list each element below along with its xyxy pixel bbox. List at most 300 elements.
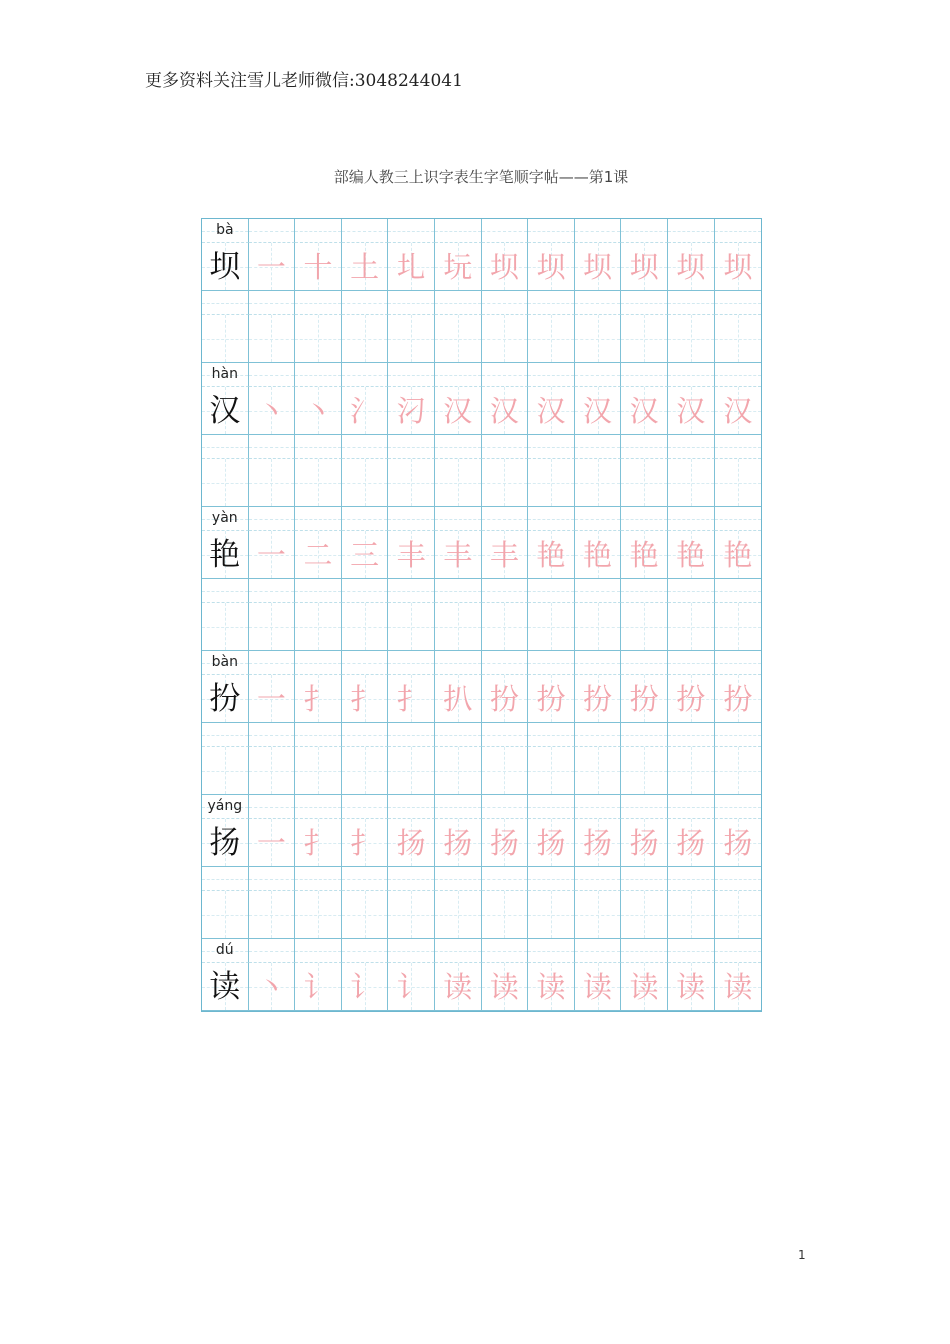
- tian-ge-cell: [249, 531, 296, 579]
- tian-ge-cell: [668, 531, 715, 579]
- practice-pinyin-cell: [388, 723, 435, 747]
- practice-cell[interactable]: [295, 891, 342, 939]
- practice-cell[interactable]: [202, 747, 249, 795]
- practice-cell[interactable]: [668, 747, 715, 795]
- practice-pinyin-cell: [202, 435, 249, 459]
- tian-ge-cell: [668, 963, 715, 1011]
- practice-pinyin-cell: [295, 723, 342, 747]
- stroke-step: 扮: [676, 682, 706, 716]
- model-character: 扮: [209, 681, 241, 717]
- pinyin-cell: [295, 939, 342, 963]
- pinyin-cell: [249, 363, 296, 387]
- practice-cell[interactable]: [435, 459, 482, 507]
- tian-ge-cell: [202, 531, 249, 579]
- practice-pinyin-cell: [388, 579, 435, 603]
- pinyin-cell: [668, 219, 715, 243]
- tian-ge-cell: [295, 675, 342, 723]
- stroke-step: 艳: [723, 538, 753, 572]
- pinyin-cell: [295, 507, 342, 531]
- stroke-step: 扮: [536, 682, 566, 716]
- practice-cell[interactable]: [482, 747, 529, 795]
- stroke-step: 读: [723, 970, 753, 1004]
- tian-ge-cell: [202, 819, 249, 867]
- pinyin-cell: [575, 651, 622, 675]
- practice-pinyin-cell: [668, 435, 715, 459]
- practice-pinyin-cell: [295, 435, 342, 459]
- tian-ge-cell: [715, 531, 762, 579]
- practice-pinyin-cell: [715, 723, 762, 747]
- practice-cell[interactable]: [342, 891, 389, 939]
- pinyin-cell: [621, 651, 668, 675]
- stroke-step: 丶: [256, 970, 286, 1004]
- practice-pinyin-cell: [528, 579, 575, 603]
- pinyin-cell: [668, 363, 715, 387]
- tian-ge-cell: [528, 387, 575, 435]
- pinyin-cell: [295, 651, 342, 675]
- tian-ge-cell: [575, 963, 622, 1011]
- stroke-step: 坝: [629, 250, 659, 284]
- stroke-step: 扌: [396, 682, 426, 716]
- practice-pinyin-cell: [715, 867, 762, 891]
- stroke-step: 扮: [489, 682, 519, 716]
- practice-cell[interactable]: [249, 459, 296, 507]
- pinyin-cell: [249, 651, 296, 675]
- practice-cell[interactable]: [388, 315, 435, 363]
- pinyin-cell: [202, 939, 249, 963]
- practice-pinyin-cell: [668, 579, 715, 603]
- practice-cell[interactable]: [621, 315, 668, 363]
- stroke-step: 扌: [303, 682, 333, 716]
- tian-ge-cell: [388, 819, 435, 867]
- practice-cell[interactable]: [528, 891, 575, 939]
- stroke-step: 三: [350, 538, 380, 572]
- stroke-step: 汉: [676, 394, 706, 428]
- tian-ge-cell: [715, 963, 762, 1011]
- stroke-step: 坝: [676, 250, 706, 284]
- practice-cell[interactable]: [202, 459, 249, 507]
- stroke-step: 丰: [443, 538, 473, 572]
- practice-cell[interactable]: [295, 603, 342, 651]
- pinyin-label: bàn: [211, 654, 238, 670]
- stroke-step: 丶: [256, 394, 286, 428]
- practice-pinyin-cell: [295, 291, 342, 315]
- pinyin-cell: [202, 651, 249, 675]
- practice-row: [202, 891, 761, 939]
- pinyin-cell: [342, 939, 389, 963]
- practice-cell[interactable]: [435, 315, 482, 363]
- pinyin-cell: [668, 939, 715, 963]
- pinyin-row: [202, 939, 761, 963]
- stroke-step: 坃: [443, 250, 473, 284]
- pinyin-cell: [249, 795, 296, 819]
- practice-pinyin-cell: [202, 723, 249, 747]
- tian-ge-cell: [342, 243, 389, 291]
- practice-cell[interactable]: [202, 603, 249, 651]
- practice-cell[interactable]: [482, 891, 529, 939]
- practice-pinyin-cell: [482, 723, 529, 747]
- pinyin-cell: [435, 795, 482, 819]
- tian-ge-cell: [295, 531, 342, 579]
- practice-cell[interactable]: [575, 315, 622, 363]
- tian-ge-cell: [295, 243, 342, 291]
- tian-ge-cell: [435, 387, 482, 435]
- character-block: [202, 795, 761, 939]
- practice-pinyin-cell: [575, 291, 622, 315]
- stroke-step: 坝: [583, 250, 613, 284]
- tian-ge-cell: [202, 243, 249, 291]
- practice-pinyin-row: [202, 579, 761, 603]
- model-character: 扬: [209, 825, 241, 861]
- practice-pinyin-cell: [295, 579, 342, 603]
- tian-ge-cell: [342, 531, 389, 579]
- practice-pinyin-cell: [435, 435, 482, 459]
- stroke-step: 扮: [583, 682, 613, 716]
- tian-ge-cell: [575, 387, 622, 435]
- pinyin-cell: [668, 795, 715, 819]
- practice-cell[interactable]: [528, 459, 575, 507]
- practice-cell[interactable]: [295, 459, 342, 507]
- stroke-step: 土: [350, 250, 380, 284]
- practice-cell[interactable]: [715, 459, 762, 507]
- practice-pinyin-cell: [249, 291, 296, 315]
- practice-pinyin-cell: [715, 579, 762, 603]
- stroke-step: 艳: [629, 538, 659, 572]
- tian-ge-cell: [249, 963, 296, 1011]
- pinyin-cell: [528, 939, 575, 963]
- pinyin-cell: [295, 219, 342, 243]
- tian-ge-cell: [249, 675, 296, 723]
- stroke-step: 读: [489, 970, 519, 1004]
- tian-ge-cell: [668, 675, 715, 723]
- practice-pinyin-cell: [342, 435, 389, 459]
- stroke-step: 坝: [536, 250, 566, 284]
- practice-pinyin-cell: [668, 291, 715, 315]
- practice-pinyin-cell: [621, 579, 668, 603]
- tian-ge-cell: [435, 963, 482, 1011]
- pinyin-cell: [435, 507, 482, 531]
- pinyin-cell: [388, 507, 435, 531]
- practice-cell[interactable]: [575, 459, 622, 507]
- pinyin-row: [202, 795, 761, 819]
- pinyin-cell: [482, 219, 529, 243]
- tian-ge-cell: [621, 243, 668, 291]
- practice-cell[interactable]: [342, 747, 389, 795]
- practice-cell[interactable]: [528, 747, 575, 795]
- practice-pinyin-cell: [715, 291, 762, 315]
- tian-ge-cell: [482, 819, 529, 867]
- pinyin-cell: [202, 795, 249, 819]
- stroke-step: 读: [536, 970, 566, 1004]
- stroke-step: 扬: [489, 826, 519, 860]
- practice-cell[interactable]: [249, 891, 296, 939]
- pinyin-label: dú: [215, 942, 234, 958]
- practice-cell[interactable]: [249, 747, 296, 795]
- practice-pinyin-row: [202, 723, 761, 747]
- stroke-step: 扬: [536, 826, 566, 860]
- tian-ge-cell: [528, 675, 575, 723]
- practice-cell[interactable]: [668, 603, 715, 651]
- practice-pinyin-cell: [249, 579, 296, 603]
- practice-cell[interactable]: [388, 747, 435, 795]
- character-block: [202, 939, 761, 1011]
- tian-ge-cell: [388, 243, 435, 291]
- tian-ge-cell: [295, 387, 342, 435]
- stroke-step: 一: [256, 826, 286, 860]
- header-note: 更多资料关注雪儿老师微信:3048244041: [145, 71, 463, 91]
- tian-ge-cell: [528, 819, 575, 867]
- tian-ge-cell: [342, 819, 389, 867]
- pinyin-cell: [575, 363, 622, 387]
- stroke-row: [202, 387, 761, 435]
- page-number: 1: [798, 1248, 806, 1262]
- practice-pinyin-cell: [202, 291, 249, 315]
- stroke-row: [202, 243, 761, 291]
- pinyin-cell: [575, 219, 622, 243]
- practice-cell[interactable]: [715, 891, 762, 939]
- pinyin-cell: [249, 219, 296, 243]
- practice-cell[interactable]: [621, 747, 668, 795]
- practice-pinyin-cell: [342, 291, 389, 315]
- tian-ge-cell: [435, 819, 482, 867]
- stroke-step: 扮: [629, 682, 659, 716]
- tian-ge-cell: [388, 387, 435, 435]
- tian-ge-cell: [621, 531, 668, 579]
- pinyin-cell: [342, 651, 389, 675]
- character-block: [202, 651, 761, 795]
- pinyin-cell: [715, 219, 762, 243]
- pinyin-row: [202, 507, 761, 531]
- pinyin-cell: [482, 651, 529, 675]
- practice-pinyin-cell: [482, 291, 529, 315]
- tian-ge-cell: [621, 387, 668, 435]
- practice-cell[interactable]: [202, 891, 249, 939]
- practice-cell[interactable]: [621, 891, 668, 939]
- model-character: 坝: [209, 249, 241, 285]
- stroke-step: 坝: [723, 250, 753, 284]
- pinyin-cell: [621, 507, 668, 531]
- pinyin-cell: [482, 939, 529, 963]
- tian-ge-cell: [575, 243, 622, 291]
- stroke-step: 读: [443, 970, 473, 1004]
- stroke-step: 扬: [396, 826, 426, 860]
- practice-pinyin-row: [202, 867, 761, 891]
- tian-ge-cell: [202, 675, 249, 723]
- practice-pinyin-cell: [528, 435, 575, 459]
- stroke-row: [202, 963, 761, 1011]
- stroke-step: 读: [676, 970, 706, 1004]
- pinyin-cell: [528, 651, 575, 675]
- tian-ge-cell: [249, 243, 296, 291]
- stroke-step: 丰: [396, 538, 426, 572]
- practice-pinyin-cell: [575, 435, 622, 459]
- practice-cell[interactable]: [388, 891, 435, 939]
- practice-cell[interactable]: [528, 603, 575, 651]
- stroke-step: 扬: [723, 826, 753, 860]
- tian-ge-cell: [715, 243, 762, 291]
- stroke-step: 十: [303, 250, 333, 284]
- model-character: 读: [209, 969, 241, 1005]
- practice-cell[interactable]: [528, 315, 575, 363]
- pinyin-cell: [249, 939, 296, 963]
- practice-pinyin-cell: [342, 579, 389, 603]
- stroke-step: 一: [256, 250, 286, 284]
- practice-pinyin-cell: [388, 435, 435, 459]
- practice-grid: [201, 218, 762, 1012]
- practice-cell[interactable]: [342, 459, 389, 507]
- tian-ge-cell: [482, 243, 529, 291]
- pinyin-cell: [528, 507, 575, 531]
- tian-ge-cell: [715, 819, 762, 867]
- practice-pinyin-cell: [621, 867, 668, 891]
- pinyin-cell: [342, 507, 389, 531]
- pinyin-cell: [342, 363, 389, 387]
- practice-cell[interactable]: [342, 315, 389, 363]
- pinyin-cell: [202, 219, 249, 243]
- practice-row: [202, 603, 761, 651]
- pinyin-cell: [715, 507, 762, 531]
- tian-ge-cell: [621, 675, 668, 723]
- practice-cell[interactable]: [668, 315, 715, 363]
- tian-ge-cell: [668, 819, 715, 867]
- pinyin-cell: [715, 795, 762, 819]
- pinyin-cell: [388, 795, 435, 819]
- practice-pinyin-cell: [435, 579, 482, 603]
- practice-pinyin-cell: [202, 867, 249, 891]
- practice-cell[interactable]: [668, 459, 715, 507]
- practice-cell[interactable]: [295, 315, 342, 363]
- practice-pinyin-cell: [295, 867, 342, 891]
- practice-cell[interactable]: [621, 459, 668, 507]
- practice-cell[interactable]: [482, 603, 529, 651]
- pinyin-cell: [295, 363, 342, 387]
- practice-cell[interactable]: [202, 315, 249, 363]
- practice-pinyin-cell: [528, 867, 575, 891]
- pinyin-cell: [482, 795, 529, 819]
- practice-cell[interactable]: [435, 603, 482, 651]
- stroke-step: 扮: [723, 682, 753, 716]
- practice-cell[interactable]: [575, 603, 622, 651]
- pinyin-cell: [668, 507, 715, 531]
- pinyin-label: yàn: [211, 510, 238, 526]
- practice-cell[interactable]: [715, 747, 762, 795]
- pinyin-cell: [249, 507, 296, 531]
- pinyin-cell: [342, 219, 389, 243]
- pinyin-cell: [575, 939, 622, 963]
- stroke-step: 讠: [303, 970, 333, 1004]
- practice-pinyin-cell: [575, 723, 622, 747]
- tian-ge-cell: [342, 675, 389, 723]
- practice-cell[interactable]: [482, 315, 529, 363]
- pinyin-cell: [342, 795, 389, 819]
- tian-ge-cell: [435, 531, 482, 579]
- tian-ge-cell: [295, 963, 342, 1011]
- pinyin-row: [202, 651, 761, 675]
- model-character: 汉: [209, 393, 241, 429]
- practice-cell[interactable]: [388, 459, 435, 507]
- practice-cell[interactable]: [295, 747, 342, 795]
- tian-ge-cell: [482, 963, 529, 1011]
- pinyin-cell: [575, 507, 622, 531]
- practice-pinyin-cell: [621, 723, 668, 747]
- practice-cell[interactable]: [575, 891, 622, 939]
- pinyin-cell: [388, 363, 435, 387]
- stroke-step: 坝: [489, 250, 519, 284]
- stroke-step: 汉: [583, 394, 613, 428]
- stroke-step: 扒: [443, 682, 473, 716]
- tian-ge-cell: [575, 819, 622, 867]
- stroke-step: 扬: [583, 826, 613, 860]
- practice-pinyin-cell: [249, 435, 296, 459]
- practice-cell[interactable]: [388, 603, 435, 651]
- tian-ge-cell: [668, 387, 715, 435]
- practice-cell[interactable]: [715, 603, 762, 651]
- practice-pinyin-cell: [388, 291, 435, 315]
- practice-cell[interactable]: [668, 891, 715, 939]
- stroke-step: 一: [256, 682, 286, 716]
- practice-pinyin-cell: [202, 579, 249, 603]
- pinyin-cell: [715, 651, 762, 675]
- pinyin-cell: [621, 219, 668, 243]
- stroke-step: 读: [629, 970, 659, 1004]
- pinyin-label: bà: [216, 222, 234, 238]
- stroke-step: 扌: [350, 826, 380, 860]
- pinyin-row: [202, 363, 761, 387]
- pinyin-cell: [528, 363, 575, 387]
- practice-cell[interactable]: [249, 315, 296, 363]
- practice-cell[interactable]: [249, 603, 296, 651]
- practice-cell[interactable]: [575, 747, 622, 795]
- tian-ge-cell: [482, 675, 529, 723]
- practice-pinyin-cell: [528, 723, 575, 747]
- practice-pinyin-cell: [575, 579, 622, 603]
- stroke-step: 扬: [676, 826, 706, 860]
- practice-cell[interactable]: [342, 603, 389, 651]
- practice-cell[interactable]: [715, 315, 762, 363]
- practice-pinyin-row: [202, 435, 761, 459]
- stroke-step: 艳: [536, 538, 566, 572]
- practice-pinyin-cell: [342, 867, 389, 891]
- tian-ge-cell: [715, 675, 762, 723]
- stroke-step: 扬: [629, 826, 659, 860]
- tian-ge-cell: [388, 531, 435, 579]
- stroke-step: 讠: [350, 970, 380, 1004]
- tian-ge-cell: [528, 531, 575, 579]
- practice-pinyin-row: [202, 291, 761, 315]
- pinyin-cell: [715, 363, 762, 387]
- tian-ge-cell: [249, 387, 296, 435]
- stroke-row: [202, 675, 761, 723]
- tian-ge-cell: [202, 963, 249, 1011]
- tian-ge-cell: [715, 387, 762, 435]
- practice-cell[interactable]: [435, 747, 482, 795]
- practice-cell[interactable]: [621, 603, 668, 651]
- tian-ge-cell: [482, 387, 529, 435]
- practice-cell[interactable]: [482, 459, 529, 507]
- practice-pinyin-cell: [435, 723, 482, 747]
- tian-ge-cell: [621, 819, 668, 867]
- practice-row: [202, 315, 761, 363]
- practice-cell[interactable]: [435, 891, 482, 939]
- pinyin-cell: [202, 363, 249, 387]
- pinyin-cell: [621, 939, 668, 963]
- stroke-step: 汉: [723, 394, 753, 428]
- pinyin-cell: [388, 651, 435, 675]
- tian-ge-cell: [342, 387, 389, 435]
- stroke-row: [202, 531, 761, 579]
- pinyin-cell: [435, 219, 482, 243]
- tian-ge-cell: [528, 243, 575, 291]
- stroke-row: [202, 819, 761, 867]
